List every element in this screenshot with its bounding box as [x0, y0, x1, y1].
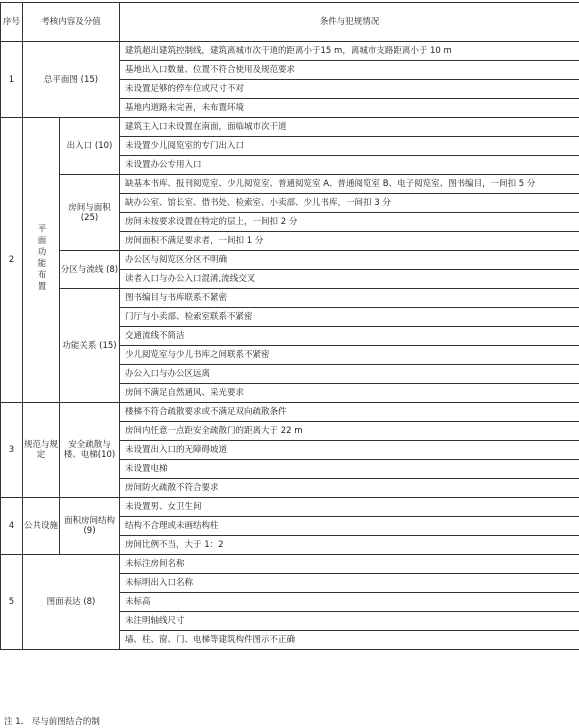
- subitem-label: 分区与流线 (8): [60, 251, 120, 289]
- table-row: [1, 251, 579, 270]
- criterion: 未标明出入口名称: [120, 574, 579, 593]
- criterion: 少儿阅览室与少儿书库之间联系不紧密: [120, 346, 579, 365]
- criterion: 未设置足够的停车位或尺寸不对: [120, 80, 579, 99]
- header-content: 考核内容及分值: [23, 3, 120, 42]
- criterion: 建筑主入口未设置在南面，面临城市次干道: [120, 118, 579, 137]
- criterion: 房间未按要求设置在特定的层上，一间扣 2 分: [120, 213, 579, 232]
- criterion: 未设置电梯: [120, 460, 579, 479]
- subitem-label: 安全疏散与楼、电梯(10): [60, 403, 120, 498]
- criterion: 基地出入口数量、位置不符合使用及规范要求: [120, 61, 579, 80]
- criterion: 交通流线不简洁: [120, 327, 579, 346]
- criterion: 缺办公室、馆长室、借书处、检索室、小卖部、少儿书库，一间扣 3 分: [120, 194, 579, 213]
- criterion: 房间面积不满足要求者，一间扣 1 分: [120, 232, 579, 251]
- subitem-label: 房间与面积 (25): [60, 175, 120, 251]
- header-conditions: 条件与犯规情况: [120, 3, 579, 42]
- section-item: 平面功能布置: [23, 118, 60, 403]
- table-row: [1, 42, 579, 61]
- section-number: 3: [1, 403, 23, 498]
- criterion: 房间不满足自然通风、采光要求: [120, 384, 579, 403]
- criterion: 图书编目与书库联系不紧密: [120, 289, 579, 308]
- criterion: 基地内道路未完善，未布置环境: [120, 99, 579, 118]
- header-seq: 序号: [1, 3, 23, 42]
- section-item: 图面表达 (8): [23, 555, 120, 650]
- section-number: 1: [1, 42, 23, 118]
- criterion: 未注明轴线尺寸: [120, 612, 579, 631]
- criterion: 读者入口与办公入口混淆,流线交叉: [120, 270, 579, 289]
- subitem-label: 功能关系 (15): [60, 289, 120, 403]
- section-number: 2: [1, 118, 23, 403]
- table-row: [1, 118, 579, 137]
- criterion: 未设置出入口的无障碍坡道: [120, 441, 579, 460]
- header-row: [1, 3, 579, 42]
- section-item: 公共设施: [23, 498, 60, 555]
- criterion: 楼梯不符合疏散要求或不满足双向疏散条件: [120, 403, 579, 422]
- footnote: 注 1． 尽与前图结合的制: [4, 717, 100, 727]
- criterion: 房间防火疏散不符合要求: [120, 479, 579, 498]
- criterion: 墙、柱、窗、门、电梯等建筑构件图示不正确: [120, 631, 579, 650]
- table-row: [1, 289, 579, 308]
- subitem-label: 面积房间结构 (9): [60, 498, 120, 555]
- criterion: 办公入口与办公区远离: [120, 365, 579, 384]
- table-row: [1, 175, 579, 194]
- table-row: [1, 403, 579, 422]
- criterion: 门厅与小卖部、检索室联系不紧密: [120, 308, 579, 327]
- criterion: 办公区与阅览区分区不明确: [120, 251, 579, 270]
- section-number: 5: [1, 555, 23, 650]
- subitem-label: 出入口 (10): [60, 118, 120, 175]
- table-row: [1, 555, 579, 574]
- section-item: 规范与规定: [23, 403, 60, 498]
- table-row: [1, 498, 579, 517]
- section-number: 4: [1, 498, 23, 555]
- criterion: 未设置男、女卫生间: [120, 498, 579, 517]
- section-item: 总平面图 (15): [23, 42, 120, 118]
- criterion: 结构不合理或未画结构柱: [120, 517, 579, 536]
- criterion: 未标注房间名称: [120, 555, 579, 574]
- criterion: 未设置办公专用入口: [120, 156, 579, 175]
- criterion: 缺基本书库、报刊阅览室、少儿阅览室、普通阅览室 A、普通阅览室 B、电子阅览室、图书编目，一间扣 5 分: [120, 175, 579, 194]
- criterion: 未标高: [120, 593, 579, 612]
- criterion: 房间内任意一点距安全疏散门的距离大于 22 m: [120, 422, 579, 441]
- criterion: 未设置少儿阅览室的专门出入口: [120, 137, 579, 156]
- criterion: 房间比例不当，大于 1：2: [120, 536, 579, 555]
- grading-table: [0, 2, 579, 650]
- criterion: 建筑超出建筑控制线，建筑离城市次干道的距离小于15 m，离城市支路距离小于 10 m: [120, 42, 579, 61]
